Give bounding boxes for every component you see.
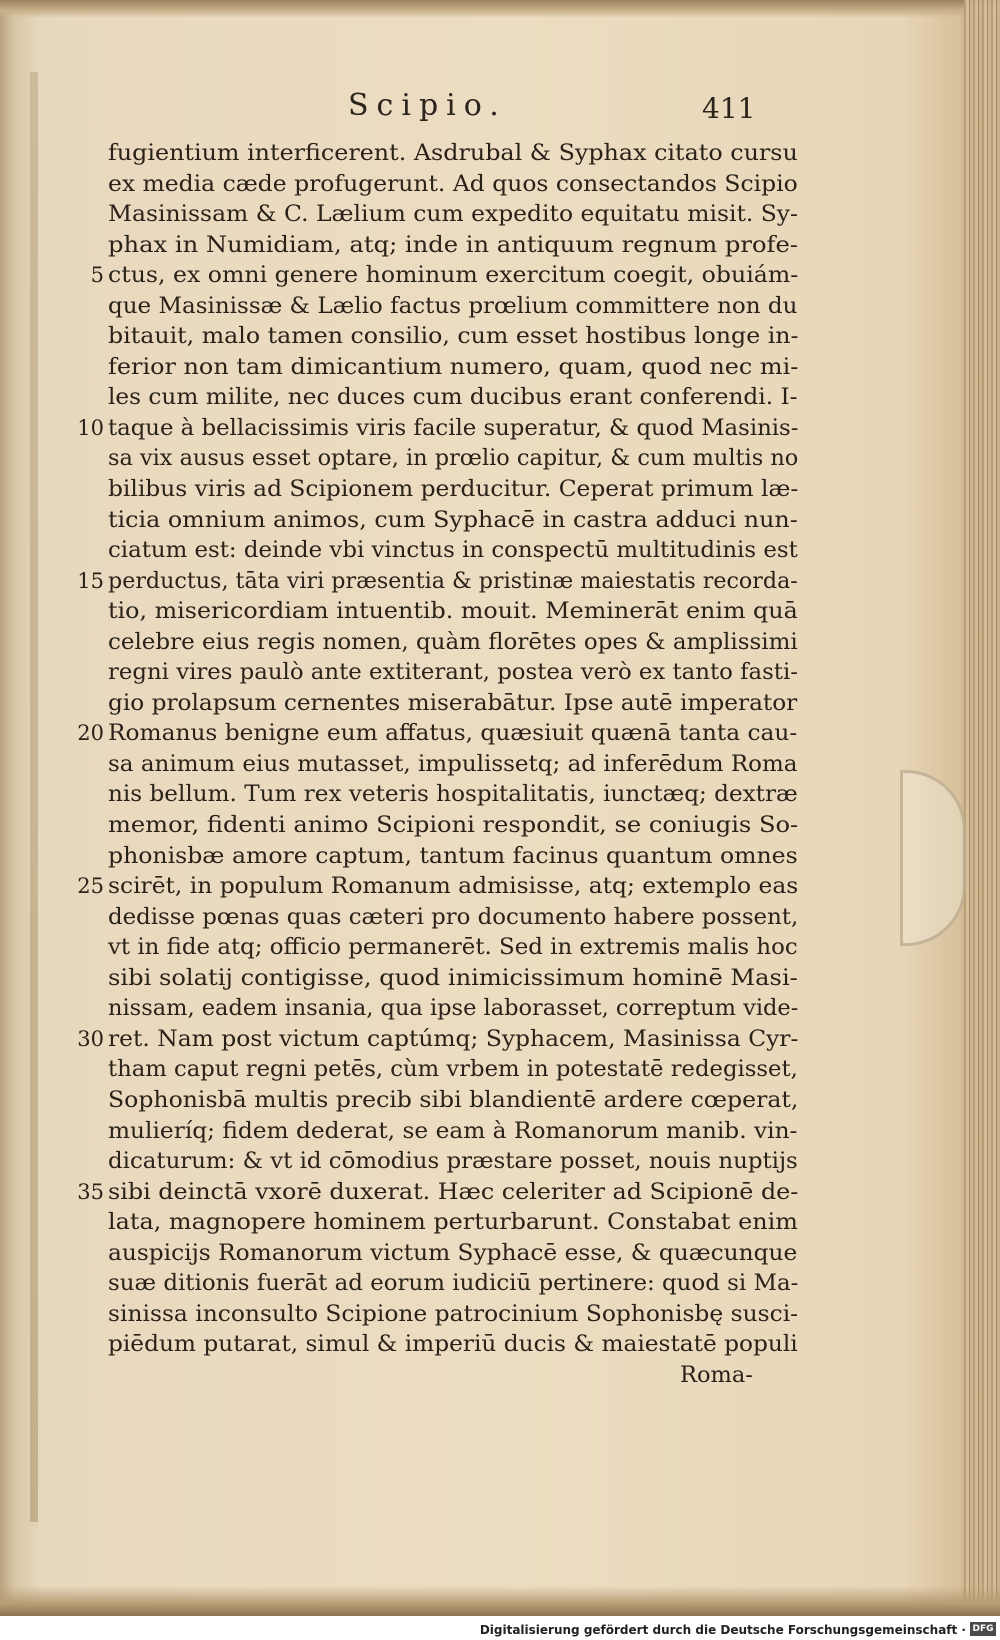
line-text: ret. Nam post victum captúmq; Syphacem, Masinissa Cyr- [108, 1025, 799, 1052]
gutter-shadow [30, 72, 38, 1522]
line-text: perductus, tāta viri præsentia & pristinæ maiestatis recorda- [108, 567, 798, 594]
line-text: ferior non tam dimicantium numero, quam, quod nec mi- [108, 353, 799, 380]
line-text: bitauit, malo tamen consilio, cum esset hostibus longe in- [108, 323, 799, 350]
text-line [74, 657, 798, 688]
text-line [74, 749, 798, 780]
line-number: 15 [77, 568, 104, 593]
footer-credit: Digitalisierung gefördert durch die Deutsche Forschungsgemeinschaft · [479, 1623, 966, 1637]
line-text: phonisbæ amore captum, tantum facinus quantum omnes [108, 842, 798, 869]
text-line [74, 1299, 799, 1330]
page-number: 411 [702, 92, 756, 125]
line-number: 35 [77, 1179, 104, 1204]
text-line [74, 718, 798, 749]
line-text: ex media cæde profugerunt. Ad quos consectandos Scipio [108, 170, 798, 197]
line-text: sinissa inconsulto Scipione patrocinium Sophonisbę susci- [108, 1300, 799, 1327]
text-line [74, 1054, 798, 1085]
line-text: Masinissam & C. Lælium cum expedito equitatu misit. Sy- [108, 201, 798, 228]
text-line [74, 1177, 799, 1208]
line-text: taque à bellacissimis viris facile superatur, & quod Masinis- [108, 414, 799, 441]
line-text: mulieríq; fidem dederat, se eam à Romanorum manib. vin- [108, 1117, 798, 1144]
text-line [74, 566, 798, 597]
text-line [74, 779, 798, 810]
line-text: les cum milite, nec duces cum ducibus erant conferendi. I- [108, 384, 798, 411]
text-line [74, 1024, 799, 1055]
catchword: Roma- [680, 1361, 753, 1388]
text-line [74, 1238, 798, 1269]
text-line [74, 1268, 799, 1299]
text-line [74, 138, 798, 169]
line-text: phax in Numidiam, atq; inde in antiquum regnum profe- [108, 231, 798, 258]
text-line [74, 291, 798, 322]
page-fore-edge [964, 0, 1000, 1616]
line-text: tham caput regni petēs, cùm vrbem in potestatē redegisset, [108, 1056, 798, 1083]
line-text: suæ ditionis fuerāt ad eorum iudiciū pertinere: quod si Ma- [108, 1270, 799, 1297]
line-text: fugientium interficerent. Asdrubal & Syphax citato cursu [108, 140, 798, 166]
line-text: que Masinissæ & Lælio factus prœlium committere non du [108, 292, 798, 319]
line-text: gio prolapsum cernentes miserabātur. Ipse autē imperator [108, 689, 798, 716]
line-text: nis bellum. Tum rex veteris hospitalitatis, iunctæq; dextræ [108, 781, 798, 808]
line-text: vt in fide atq; officio permanerēt. Sed in extremis malis hoc [108, 934, 798, 961]
line-text: dedisse pœnas quas cæteri pro documento habere possent, [108, 903, 799, 930]
body-text [74, 138, 799, 1390]
text-line [74, 1146, 798, 1177]
text-line [74, 505, 798, 536]
text-line [74, 627, 798, 658]
line-text: Romanus benigne eum affatus, quæsiuit quænā tanta cau- [108, 720, 798, 747]
line-text: dicaturum: & vt id cōmodius præstare posset, nouis nuptijs [108, 1148, 798, 1175]
text-line [74, 321, 799, 352]
dfg-logo: DFG [970, 1622, 996, 1636]
line-number: 20 [77, 721, 104, 746]
text-line [74, 1116, 798, 1147]
line-text: Sophonisbā multis precib sibi blandientē ardere cœperat, [108, 1086, 799, 1113]
line-number: 30 [77, 1026, 104, 1051]
line-text: lata, magnopere hominem perturbarunt. Constabat enim [108, 1209, 798, 1236]
line-text: sa vix ausus esset optare, in prœlio capitur, & cum multis no [108, 445, 799, 472]
text-line [74, 1085, 799, 1116]
text-line [74, 1207, 798, 1238]
line-number: 25 [77, 874, 104, 899]
text-line [74, 902, 799, 933]
line-number: 10 [77, 415, 104, 440]
line-text: bilibus viris ad Scipionem perducitur. Ceperat primum læ- [108, 476, 799, 503]
book-page [30, 12, 960, 1602]
line-text: sibi solatij contigisse, quod inimicissimum hominē Masi- [108, 964, 798, 991]
line-text: auspicijs Romanorum victum Syphacē esse, & quæcunque [108, 1239, 798, 1266]
text-line [74, 841, 798, 872]
text-line [74, 260, 799, 291]
line-text: piēdum putarat, simul & imperiū ducis & maiestatē populi [108, 1331, 798, 1358]
text-line [74, 810, 799, 841]
text-line [74, 382, 798, 413]
line-text: ctus, ex omni genere hominum exercitum coegit, obuiám- [108, 262, 799, 289]
text-line [74, 535, 798, 566]
line-text: regni vires paulò ante extiterant, postea verò ex tanto fasti- [108, 659, 798, 686]
text-line [74, 474, 799, 505]
footer-bar [0, 1616, 1000, 1640]
text-line [74, 352, 799, 383]
text-line [74, 963, 798, 994]
running-title: Scipio. [348, 88, 507, 123]
line-text: nissam, eadem insania, qua ipse laborasset, correptum vide- [108, 995, 799, 1022]
text-line [74, 1329, 798, 1360]
line-number: 5 [90, 263, 104, 288]
line-text: memor, fidenti animo Scipioni respondit, se coniugis So- [108, 812, 799, 839]
line-text: sibi deinctā vxorē duxerat. Hæc celeriter ad Scipionē de- [108, 1178, 799, 1205]
text-line [74, 199, 798, 230]
line-text: scirēt, in populum Romanum admisisse, atq; extemplo eas [108, 873, 799, 900]
text-line [74, 993, 799, 1024]
line-text: ticia omnium animos, cum Syphacē in castra adduci nun- [108, 506, 798, 533]
text-line [74, 688, 798, 719]
catchword-line [74, 1360, 774, 1391]
text-line [74, 413, 799, 444]
text-line [74, 230, 798, 261]
line-text: ciatum est: deinde vbi vinctus in conspectū multitudinis est [108, 537, 798, 564]
text-line [74, 443, 799, 474]
line-text: celebre eius regis nomen, quàm florētes opes & amplissimi [108, 628, 798, 655]
page-header [30, 88, 960, 132]
line-text: sa animum eius mutasset, impulissetq; ad inferēdum Roma [108, 750, 798, 777]
text-line [74, 932, 798, 963]
line-text: tio, misericordiam intuentib. mouit. Meminerāt enim quā [108, 598, 798, 625]
text-line [74, 169, 798, 200]
text-line [74, 871, 799, 902]
text-line [74, 596, 798, 627]
